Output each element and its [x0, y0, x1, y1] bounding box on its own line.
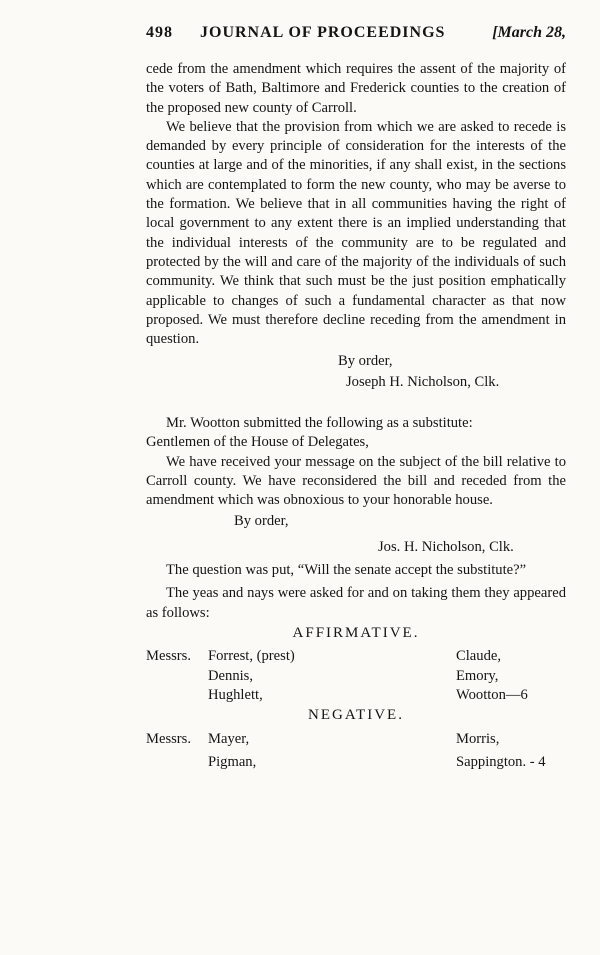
vote-row: [146, 647, 566, 666]
paragraph-yeas-nays: The yeas and nays were asked for and on taking them they appeared as follows:: [146, 585, 566, 621]
clerk-signature: Joseph H. Nicholson, Clk.: [346, 373, 500, 390]
salutation: Gentlemen of the House of Delegates,: [146, 434, 369, 451]
negative-list: [146, 730, 566, 773]
vote-row: [146, 730, 566, 749]
text-column: [146, 60, 566, 772]
vote-name: Wootton—6: [456, 686, 528, 703]
vote-name: Emory,: [456, 667, 499, 684]
section-gap: [146, 392, 566, 414]
paragraph-continuation: cede from the amendment which requires the assent of the majority of the voters of Bath, Baltimore and Frederick counties to the creation of the proposed new county of Carroll.: [146, 61, 566, 116]
negative-heading: NEGATIVE.: [308, 707, 404, 724]
running-date: [March 28,: [492, 24, 566, 41]
vote-name: Claude,: [456, 648, 501, 665]
vote-name: Pigman,: [208, 753, 257, 770]
running-title: JOURNAL OF PROCEEDINGS: [200, 24, 446, 41]
by-order-label: By order,: [234, 512, 289, 529]
vote-prefix: Messrs.: [146, 648, 191, 665]
paragraph-substitute: Mr. Wootton submitted the following as a substitute:: [166, 415, 473, 432]
affirmative-list: [146, 647, 566, 705]
paragraph-reasons: We believe that the provision from which we are asked to recede is demanded by every principle of consideration for the interests of the counties at large and of the minorities, if any shall exist, in the sections which are contemplated to form the new county, who may be averse to the formation. We believe that in all communities having the right of local government to any extent there is an implied understanding that the individual interests of the community are to be regulated and protected by the will and care of the majority of the individuals of such community. We think that such must be the just position emphatically applicable to changes of such a fundamental character as that now proposed. We must therefore decline receding from the amendment in question.: [146, 118, 566, 348]
paragraph-message: We have received your message on the subject of the bill relative to Carroll county. We have reconsidered the bill and receded from the amendment which was obnoxious to your honorable house.: [146, 453, 566, 509]
vote-name: Morris,: [456, 730, 500, 747]
vote-name: Hughlett,: [208, 686, 263, 703]
vote-row: [146, 753, 566, 772]
vote-name: Forrest, (prest): [208, 648, 295, 665]
vote-prefix: Messrs.: [146, 730, 191, 747]
clerk-signature: Jos. H. Nicholson, Clk.: [378, 538, 514, 555]
page-header: [146, 24, 566, 48]
vote-row: [146, 686, 566, 705]
by-order-label: By order,: [338, 353, 393, 370]
affirmative-heading: AFFIRMATIVE.: [292, 625, 420, 642]
vote-name: Mayer,: [208, 730, 250, 747]
paragraph-question: The question was put, “Will the senate accept the substitute?”: [166, 562, 527, 579]
vote-name: Sappington. - 4: [456, 753, 546, 770]
vote-name: Dennis,: [208, 667, 253, 684]
page-number: 498: [146, 24, 173, 41]
vote-row: [146, 667, 566, 686]
